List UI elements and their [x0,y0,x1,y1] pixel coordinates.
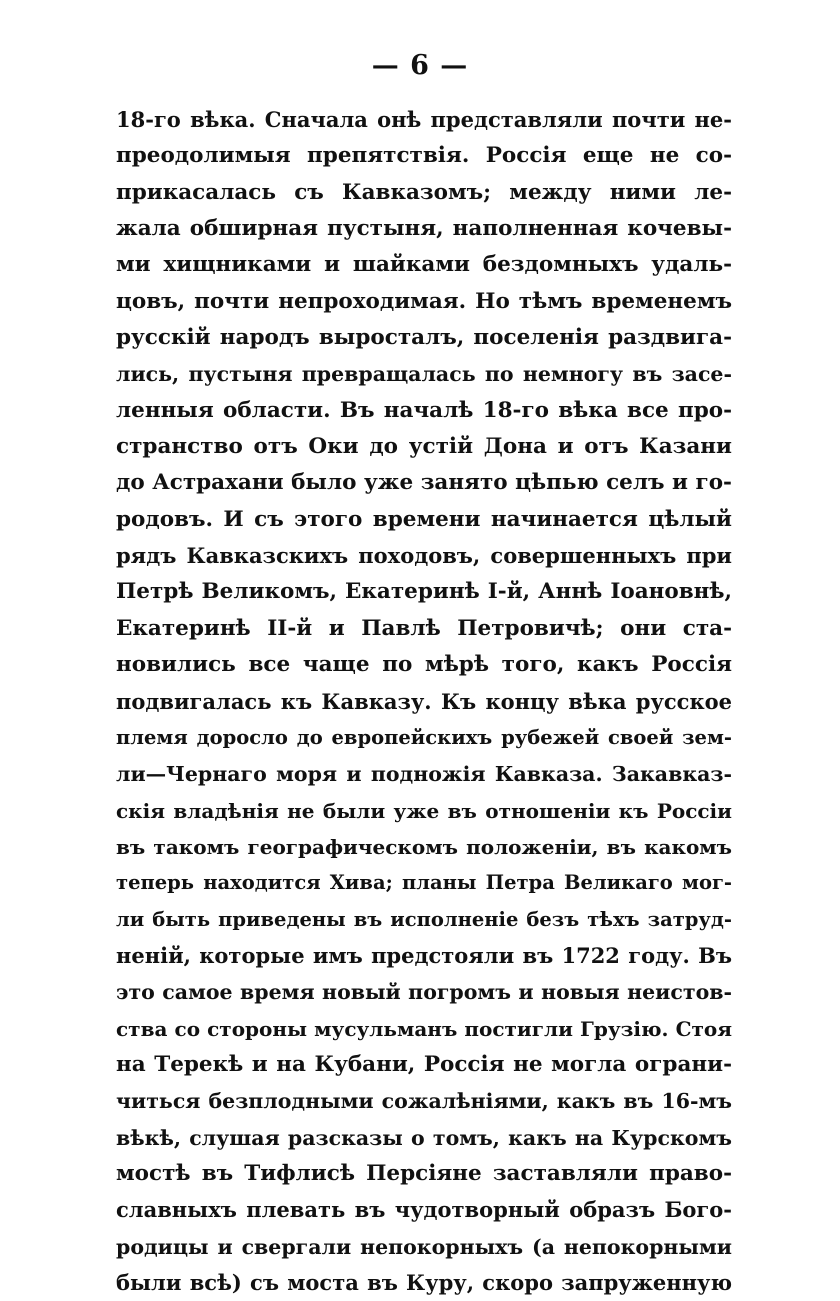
text-line: новились все чаще по мѣрѣ того, какъ Россія [116,652,732,678]
text-line: ленныя области. Въ началѣ 18-го вѣка все про- [116,397,732,423]
text-line: были всѣ) съ моста въ Куру, скоро запруженную [116,1270,732,1295]
text-line: Петрѣ Великомъ, Екатеринѣ І-й, Аннѣ Іоановнѣ, [116,579,732,605]
text-line: ми хищниками и шайками бездомныхъ удаль- [116,252,732,278]
text-line: племя доросло до европейскихъ рубежей своей зем- [116,725,732,749]
text-line: Екатеринѣ ІІ-й и Павлѣ Петровичѣ; они ста- [116,615,732,641]
page-number: — 6 — [371,50,469,81]
text-line: мостѣ въ Тифлисѣ Персіяне заставляли право- [116,1160,732,1186]
text-line: цовъ, почти непроходимая. Но тѣмъ временемъ [116,288,732,314]
text-line: преодолимыя препятствія. Россія еще не со- [116,143,732,169]
text-line: неній, которые имъ предстояли въ 1722 году. Въ [116,942,732,968]
text-body [116,102,732,1301]
text-line: въ такомъ географическомъ положеніи, въ какомъ [116,834,732,859]
text-line: жала обширная пустыня, наполненная кочевы- [116,216,732,242]
text-line: странство отъ Оки до устій Дона и отъ Казани [116,434,732,460]
text-line: рядъ Кавказскихъ походовъ, совершенныхъ при [116,543,732,569]
text-line: прикасалась съ Кавказомъ; между ними ле- [116,179,732,205]
text-line: 18-го вѣка. Сначала онѣ представляли почти не- [116,107,732,132]
text-line: ства со стороны мусульманъ постигли Грузію. Стоя [116,1016,732,1041]
text-line: русскій народъ выросталъ, поселенія раздвига- [116,325,732,351]
text-line: подвигалась къ Кавказу. Къ концу вѣка русское [116,688,732,714]
text-line: это самое время новый погромъ и новыя неистов- [116,980,732,1005]
text-line: на Терекѣ и на Кубани, Россія не могла ограни- [116,1051,732,1077]
text-line: теперь находится Хива; планы Петра Великаго мог- [116,871,732,895]
text-line: скія владѣнія не были уже въ отношеніи къ Россіи [116,798,732,823]
text-line: ли быть приведены въ исполненіе безъ тѣхъ затруд- [116,907,732,931]
text-line: родовъ. И съ этого времени начинается цѣлый [116,506,732,532]
text-line: ли—Чернаго моря и подножія Кавказа. Закавказ- [116,762,732,787]
text-line: родицы и свергали непокорныхъ (а непокорными [116,1234,732,1259]
text-line: вѣкѣ, слушая разсказы о томъ, какъ на Курскомъ [116,1125,732,1150]
text-line: лись, пустыня превращалась по немногу въ засе- [116,362,732,387]
text-line: читься безплодными сожалѣніями, какъ въ 16-мъ [116,1089,732,1114]
text-line: до Астрахани было уже занято цѣпью селъ и го- [116,470,732,496]
text-line: славныхъ плевать въ чудотворный образъ Бого- [116,1197,732,1223]
